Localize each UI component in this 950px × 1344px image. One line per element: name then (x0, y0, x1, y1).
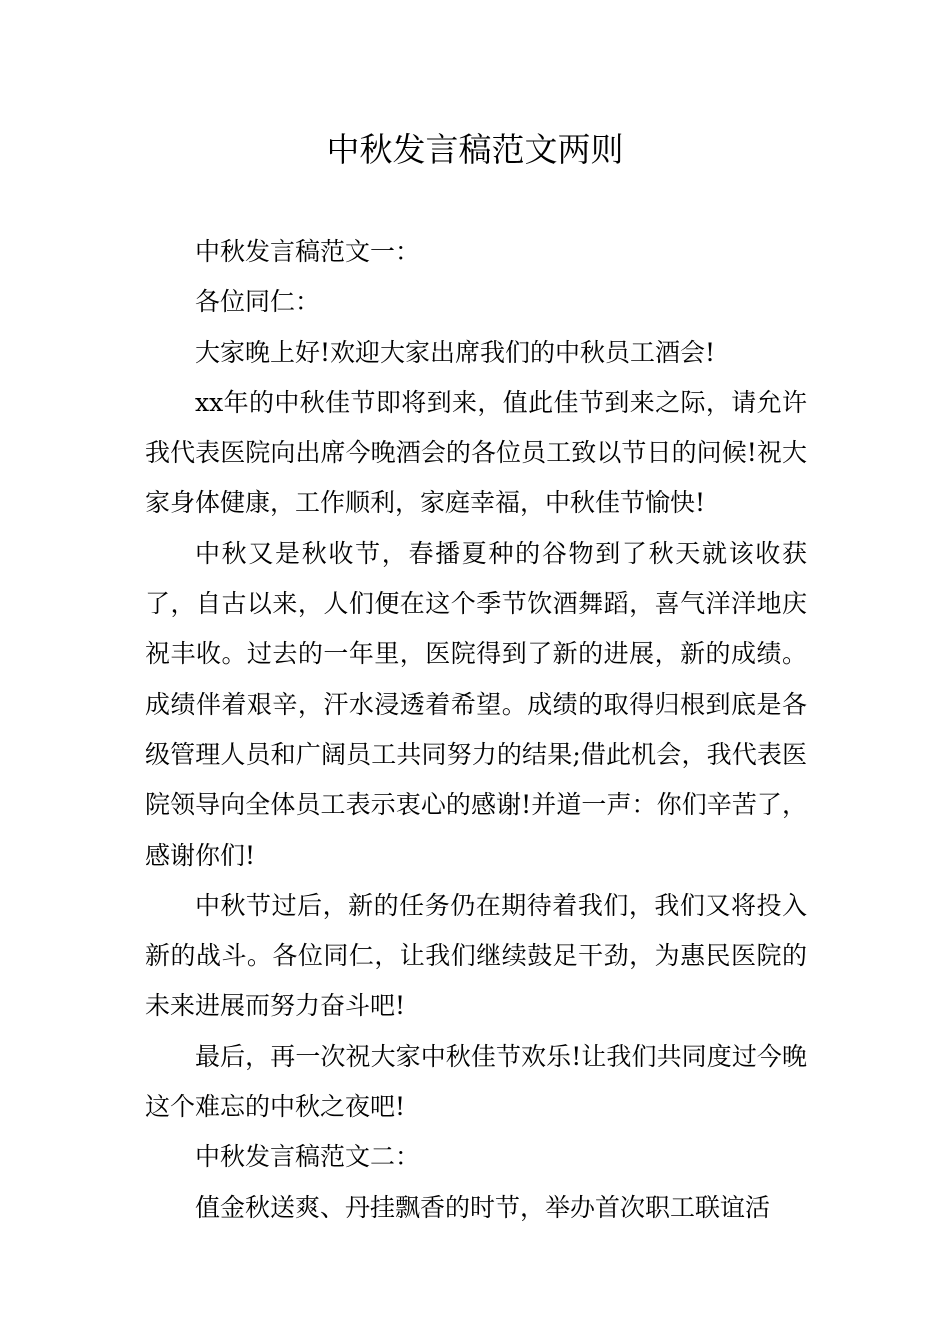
paragraph-harvest: 中秋又是秋收节，春播夏种的谷物到了秋天就该收获了，自古以来，人们便在这个季节饮酒舞蹈，喜气洋洋地庆祝丰收。过去的一年里，医院得到了新的进展，新的成绩。成绩伴着艰辛，汗水浸透着希望。成绩的取得归根到底是各级管理人员和广阔员工共同努力的结果;借此机会，我代表医院领导向全体员工表示衷心的感谢!并道一声：你们辛苦了，感谢你们! (145, 538, 807, 870)
document-title: 中秋发言稿范文两则 (326, 130, 624, 169)
paragraph-second-speech: 值金秋送爽、丹挂飘香的时节，举办首次职工联谊活 (195, 1192, 771, 1222)
paragraph-future-tasks: 中秋节过后，新的任务仍在期待着我们，我们又将投入新的战斗。各位同仁，让我们继续鼓足干劲，为惠民医院的未来进展而努力奋斗吧! (145, 890, 807, 1021)
paragraph-closing: 最后，再一次祝大家中秋佳节欢乐!让我们共同度过今晚这个难忘的中秋之夜吧! (145, 1041, 807, 1122)
paragraph-salutation: 各位同仁： (195, 287, 321, 317)
paragraph-heading-two: 中秋发言稿范文二： (195, 1142, 421, 1172)
paragraph-heading-one: 中秋发言稿范文一： (195, 237, 421, 266)
document-body (145, 227, 807, 1233)
paragraph-festival-wishes: xx年的中秋佳节即将到来，值此佳节到来之际，请允许我代表医院向出席今晚酒会的各位员工致以节日的问候!祝大家身体健康，工作顺利，家庭幸福，中秋佳节愉快! (145, 387, 807, 518)
paragraph-greeting: 大家晚上好!欢迎大家出席我们的中秋员工酒会! (195, 337, 716, 367)
